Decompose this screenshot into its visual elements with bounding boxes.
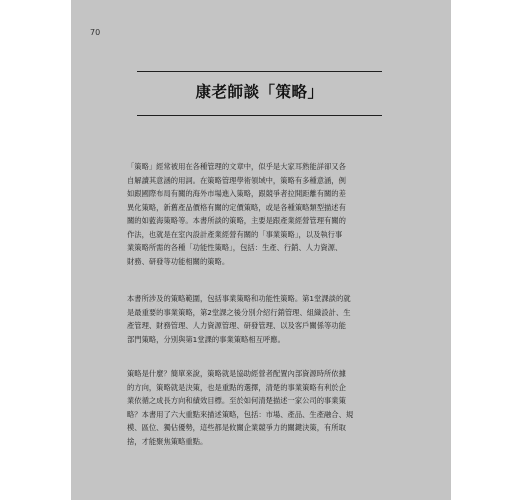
paragraph-3 (127, 367, 394, 448)
text-line: 關的如藍海策略等。本書所談的策略，主要是跟產業經營管理有關的 (127, 216, 346, 225)
text-line: 部門策略，分別與第1堂課的事業策略相互呼應。 (127, 334, 285, 344)
page-title: 康老師談「策略」 (195, 83, 324, 101)
page-number: 70 (90, 28, 101, 37)
text-line: 如跟國際布局有關的海外市場進入策略，跟競爭者拉開距離有關的差 (127, 189, 346, 198)
text-line: 「策略」經常被用在各種管理的文章中，似乎是大家耳熟能詳卻又各 (127, 162, 346, 171)
title-bottom-rule (137, 115, 382, 116)
text-line: 略？本書用了六大重點來描述策略，包括：市場、產品、生產融合、規 (127, 409, 354, 419)
text-line: 業策略所需的各種「功能性策略」，包括：生產、行銷、人力資源、 (127, 243, 343, 252)
book-page (71, 0, 451, 500)
text-line: 異化策略，新舊產品價格有關的定價策略，或是各種策略類型描述有 (127, 202, 346, 212)
text-line: 是最重要的事業策略，第2堂課之後分別介紹行銷管理、組織設計、生 (127, 307, 351, 317)
text-line: 財務、研發等功能相關的策略。 (127, 256, 230, 266)
paragraph-1 (127, 160, 394, 268)
text-line: 業依循之成長方向和績效目標。至於如何清楚描述一家公司的事業策 (127, 396, 346, 405)
text-line: 模、區位、獨佔優勢，這些都是攸關企業競爭力的關鍵決策，有所取 (127, 423, 346, 432)
text-line: 自解讀其意涵的用詞。在策略管理學術領域中，策略有多種意涵，例 (127, 175, 346, 185)
text-line: 的方向，策略就是決策，也是重點的選擇，清楚的事業策略有利於企 (127, 382, 346, 392)
text-line: 作法，也就是在室內設計產業經營有關的「事業策略」，以及執行事 (127, 229, 343, 239)
text-line: 捨，才能聚焦策略重點。 (127, 436, 208, 446)
text-line: 產管理、財務管理、人力資源管理、研發管理、以及客戶關係等功能 (127, 321, 346, 330)
paragraph-2 (127, 292, 394, 346)
text-line: 本書所涉及的策略範圍，包括事業策略和功能性策略。第1堂課談的就 (127, 294, 351, 303)
title-top-rule (137, 71, 382, 72)
text-line: 策略是什麼？簡單來說，策略就是協助經營者配置內部資源時所依據 (127, 369, 346, 378)
